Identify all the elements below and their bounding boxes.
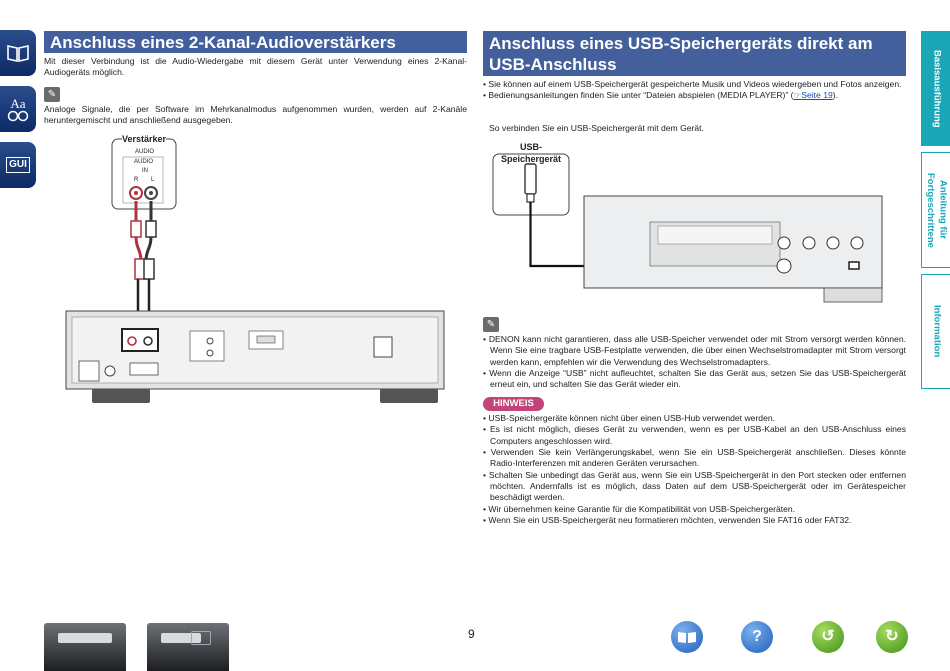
front-panel-thumbnail[interactable] [44, 623, 126, 671]
audio-in-label: AUDIO [134, 159, 154, 165]
audio-label: AUDIO [135, 149, 155, 155]
amplifier-label: Verstärker [122, 134, 167, 144]
forward-icon[interactable]: ↻ [876, 621, 908, 653]
how-to-text: So verbinden Sie ein USB-Speichergerät mit dem Gerät. [489, 123, 704, 133]
hinweis-item: • Wir übernehmen keine Garantie für die Kompatibilität von USB-Speichergeräten. [483, 504, 906, 515]
hinweis-item: • Schalten Sie unbedingt das Gerät aus, wenn Sie ein USB-Speichergerät in den Port stecken oder entfernen möchten. Andernfalls ist es möglich, dass Daten auf dem USB-Speichergerät oder im Gerätespeicher beschädigt werden. [483, 470, 906, 504]
hinweis-badge: HINWEIS [483, 397, 544, 411]
note-item: • DENON kann nicht garantieren, dass alle USB-Speicher verwendet oder mit Strom versorgt werden können. Wenn Sie eine tragbare USB-Festplatte verwenden, die über einen Wechselstromadapter mit Strom versorgt werden kann, empfehlen wir die Verwendung des Wechselstromadapters. [483, 334, 906, 368]
book-icon[interactable] [671, 621, 703, 653]
usb-device-label: USB- Speichergerät [500, 142, 562, 164]
page-link[interactable]: ☞Seite 19 [793, 90, 833, 101]
help-icon[interactable]: ? [741, 621, 773, 653]
right-bullet-2: • Bedienungsanleitungen finden Sie unter “Dateien abspielen (MEDIA PLAYER)” (☞Seite 19). [483, 90, 906, 101]
right-intro-bullets [483, 79, 906, 102]
in-label: IN [142, 168, 148, 174]
page-number: 9 [468, 627, 475, 641]
book-icon[interactable] [0, 30, 36, 76]
tab-basisausfuehrung[interactable]: Basisausführung [921, 31, 950, 146]
note-item: • Wenn die Anzeige “USB” nicht aufleuchtet, schalten Sie das Gerät aus, setzen Sie das USB-Speichergerät erneut ein, und schalten Sie das Gerät wieder ein. [483, 368, 906, 391]
left-note-text: Analoge Signale, die per Software im Mehrkanalmodus aufgenommen wurden, werden auf 2-Kanäle heruntergemischt und anschließend ausgegeben. [44, 104, 467, 126]
left-intro-text: Mit dieser Verbindung ist die Audio-Wiedergabe mit diesem Gerät unter Verwendung eines 2-Kanal-Audiogeräts möglich. [44, 56, 467, 78]
left-section-heading: Anschluss eines 2-Kanal-Audioverstärkers [44, 31, 467, 53]
note-pencil-icon: ✎ [44, 87, 60, 102]
gui-icon[interactable]: GUI [0, 142, 36, 188]
tab-information[interactable]: Information [921, 274, 950, 389]
tab-anleitung-fortgeschrittene[interactable]: Anleitung für Fortgeschrittene [921, 152, 950, 268]
right-section-heading: Anschluss eines USB-Speichergeräts direkt am USB-Anschluss [483, 31, 906, 76]
amplifier-connection-diagram [64, 133, 454, 413]
back-icon[interactable]: ↺ [812, 621, 844, 653]
note-pencil-icon: ✎ [483, 317, 499, 332]
right-notes [483, 334, 906, 391]
r-label: R [134, 177, 139, 183]
hinweis-list [483, 413, 906, 526]
hinweis-item: • Verwenden Sie kein Verlängerungskabel, wenn Sie ein USB-Speichergerät anschließen. Dieses könnte Radio-Interferenzen mit anderen Geräten verursachen. [483, 447, 906, 470]
hinweis-item: • Es ist nicht möglich, dieses Gerät zu verwenden, wenn es per USB-Kabel an den USB-Anschluss eines Computers angeschlossen wird. [483, 424, 906, 447]
hinweis-item: • USB-Speichergeräte können nicht über einen USB-Hub verwendet werden. [483, 413, 906, 424]
hinweis-item: • Wenn Sie ein USB-Speichergerät neu formatieren möchten, verwenden Sie FAT16 oder FAT32. [483, 515, 906, 526]
left-icon-tabs [0, 30, 36, 198]
remote-thumbnail[interactable] [147, 623, 229, 671]
usb-connection-diagram [492, 150, 892, 306]
right-bullet-1: • Sie können auf einem USB-Speichergerät gespeicherte Musik und Videos wiedergeben und Fotos anzeigen. [483, 79, 906, 90]
l-label: L [151, 177, 155, 183]
font-icon[interactable]: Aa [0, 86, 36, 132]
